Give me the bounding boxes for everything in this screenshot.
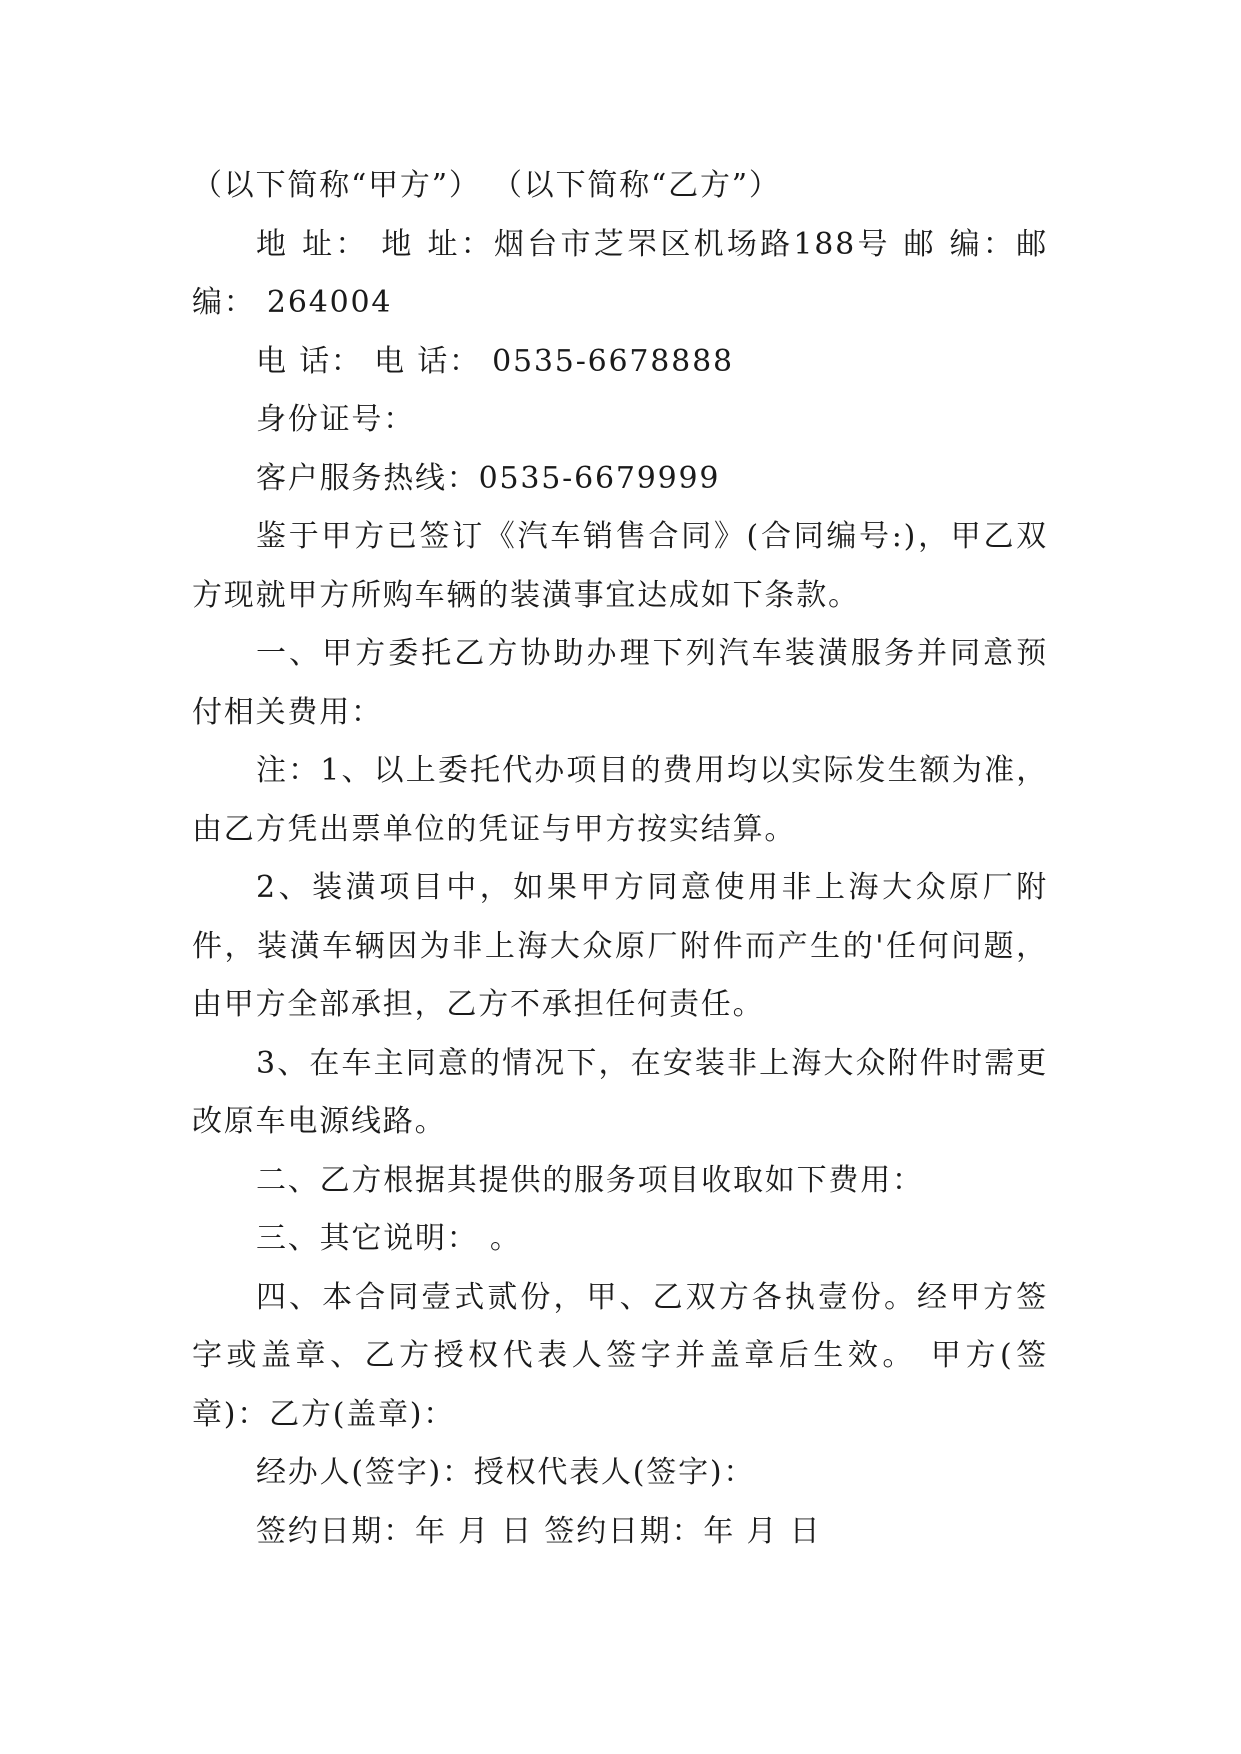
contract-page: [192, 157, 1048, 1561]
preamble-paragraph: 鉴于甲方已签订《汽车销售合同》(合同编号:)，甲乙双方现就甲方所购车辆的装潢事宜达成如下条款。: [192, 519, 1048, 613]
note-2-paragraph: 2、装潢项目中，如果甲方同意使用非上海大众原厂附件，装潢车辆因为非上海大众原厂附件而产生的'任何问题，由甲方全部承担，乙方不承担任何责任。: [192, 870, 1048, 1022]
clause-4-paragraph: 四、本合同壹式贰份，甲、乙双方各执壹份。经甲方签字或盖章、乙方授权代表人签字并盖章后生效。 甲方(签章)：乙方(盖章)：: [192, 1279, 1048, 1432]
signing-dates-line: 签约日期：年 月 日 签约日期：年 月 日: [256, 1513, 822, 1549]
id-number-line: 身份证号：: [256, 402, 415, 437]
parties-short-names: （以下简称“甲方”） （以下简称“乙方”）: [192, 168, 781, 203]
address-line: 地 址： 地 址：烟台市芝罘区机场路188号 邮 编：邮 编： 264004: [192, 226, 1048, 320]
clause-1-paragraph: 一、甲方委托乙方协助办理下列汽车装潢服务并同意预付相关费用：: [192, 636, 1048, 730]
phone-line: 电 话： 电 话： 0535-6678888: [256, 343, 734, 379]
note-3-paragraph: 3、在车主同意的情况下，在安装非上海大众附件时需更改原车电源线路。: [192, 1045, 1048, 1139]
service-hotline-line: 客户服务热线：0535-6679999: [256, 460, 721, 496]
note-1-paragraph: 注：1、以上委托代办项目的费用均以实际发生额为准，由乙方凭出票单位的凭证与甲方按实结算。: [192, 753, 1048, 847]
clause-2-paragraph: 二、乙方根据其提供的服务项目收取如下费用：: [256, 1162, 924, 1198]
clause-3-paragraph: 三、其它说明： 。: [256, 1221, 522, 1256]
signatories-line: 经办人(签字)：授权代表人(签字)：: [256, 1455, 756, 1490]
